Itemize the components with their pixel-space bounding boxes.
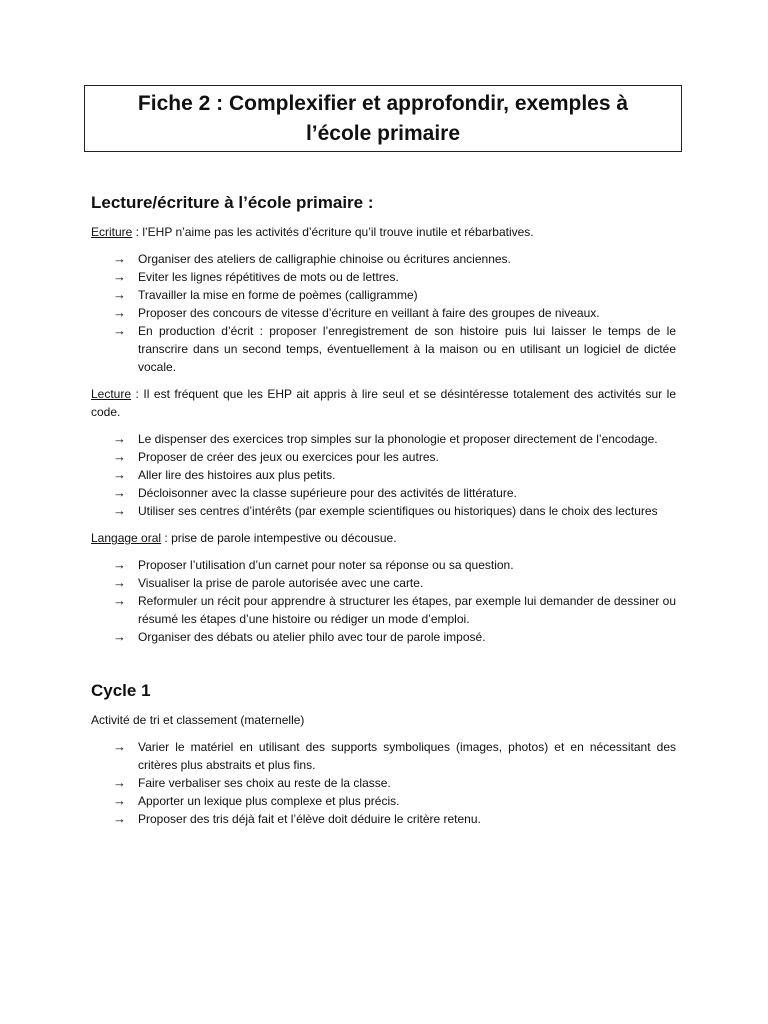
arrow-icon: → bbox=[113, 305, 126, 320]
list-item: → Travailler la mise en forme de poèmes (calligramme) bbox=[113, 287, 418, 302]
title-line-1: Fiche 2 : Complexifier et approfondir, exemples à bbox=[137, 91, 629, 115]
list-item: → Reformuler un récit pour apprendre à structurer les étapes, par exemple lui demander de dessiner ou résumé les étapes d’une histoire ou rédiger un mode d’emploi. bbox=[113, 593, 676, 626]
list-item: → Organiser des ateliers de calligraphie chinoise ou écritures anciennes. bbox=[113, 251, 511, 266]
text-lecture: : Il est fréquent que les EHP ait appris à lire seul et se désintéresse totalement des activités sur le code. bbox=[91, 387, 676, 419]
list-item: → Eviter les lignes répétitives de mots ou de lettres. bbox=[113, 269, 399, 284]
arrow-icon: → bbox=[113, 575, 126, 590]
label-lecture: Lecture bbox=[91, 387, 132, 401]
arrow-icon: → bbox=[113, 431, 126, 446]
arrow-icon: → bbox=[113, 593, 126, 608]
list-item: → En production d’écrit : proposer l’enregistrement de son histoire puis lui laisser le temps de le transcrire dans un second temps, éventuellement à la maison ou en utilisant un logiciel de dictée vocale. bbox=[113, 323, 676, 374]
arrow-icon: → bbox=[113, 775, 126, 790]
arrow-icon: → bbox=[113, 323, 126, 338]
arrow-icon: → bbox=[113, 629, 126, 644]
list-langage-oral bbox=[91, 556, 676, 646]
title-box bbox=[84, 85, 682, 152]
paragraph-ecriture bbox=[91, 223, 676, 241]
list-item: → Apporter un lexique plus complexe et plus précis. bbox=[113, 793, 400, 808]
list-item: → Visualiser la prise de parole autorisée avec une carte. bbox=[113, 575, 424, 590]
list-ecriture bbox=[91, 250, 676, 376]
text-langage-oral: : prise de parole intempestive ou décousue. bbox=[161, 531, 397, 545]
list-item: → Faire verbaliser ses choix au reste de la classe. bbox=[113, 775, 391, 790]
document-content bbox=[91, 192, 676, 837]
list-lecture bbox=[91, 430, 676, 520]
arrow-icon: → bbox=[113, 811, 126, 826]
arrow-icon: → bbox=[113, 467, 126, 482]
arrow-icon: → bbox=[113, 485, 126, 500]
list-item: → Proposer des concours de vitesse d’écriture en veillant à faire des groupes de niveaux. bbox=[113, 305, 600, 320]
label-ecriture: Ecriture bbox=[91, 225, 133, 239]
arrow-icon: → bbox=[113, 557, 126, 572]
text-ecriture: : l’EHP n’aime pas les activités d’écriture qu’il trouve inutile et rébarbatives. bbox=[132, 225, 534, 239]
title-line-2: l’école primaire bbox=[305, 121, 461, 145]
list-item: → Décloisonner avec la classe supérieure pour des activités de littérature. bbox=[113, 485, 517, 500]
section-heading-lecture-ecriture: Lecture/écriture à l’école primaire : bbox=[91, 193, 374, 212]
arrow-icon: → bbox=[113, 449, 126, 464]
paragraph-lecture bbox=[91, 385, 676, 421]
list-item: → Proposer l’utilisation d’un carnet pour noter sa réponse ou sa question. bbox=[113, 557, 514, 572]
paragraph-cycle-1-intro: Activité de tri et classement (maternelle) bbox=[91, 713, 305, 727]
arrow-icon: → bbox=[113, 793, 126, 808]
list-item: → Aller lire des histoires aux plus petits. bbox=[113, 467, 336, 482]
section-heading-cycle-1: Cycle 1 bbox=[91, 681, 151, 700]
arrow-icon: → bbox=[113, 251, 126, 266]
list-item: → Organiser des débats ou atelier philo avec tour de parole imposé. bbox=[113, 629, 486, 644]
list-item: → Varier le matériel en utilisant des supports symboliques (images, photos) et en nécessitant des critères plus abstraits et plus fins. bbox=[113, 739, 676, 772]
arrow-icon: → bbox=[113, 739, 126, 754]
section-spacer bbox=[91, 655, 676, 680]
list-item: → Proposer des tris déjà fait et l’élève doit déduire le critère retenu. bbox=[113, 811, 481, 826]
list-item: → Utiliser ses centres d’intérêts (par exemple scientifiques ou historiques) dans le choix des lectures bbox=[113, 503, 658, 518]
list-item: → Le dispenser des exercices trop simples sur la phonologie et proposer directement de l’encodage. bbox=[113, 431, 658, 446]
list-cycle-1 bbox=[91, 738, 676, 828]
arrow-icon: → bbox=[113, 503, 126, 518]
label-langage-oral: Langage oral bbox=[91, 531, 162, 545]
arrow-icon: → bbox=[113, 269, 126, 284]
arrow-icon: → bbox=[113, 287, 126, 302]
list-item: → Proposer de créer des jeux ou exercices pour les autres. bbox=[113, 449, 439, 464]
paragraph-langage-oral bbox=[91, 529, 676, 547]
